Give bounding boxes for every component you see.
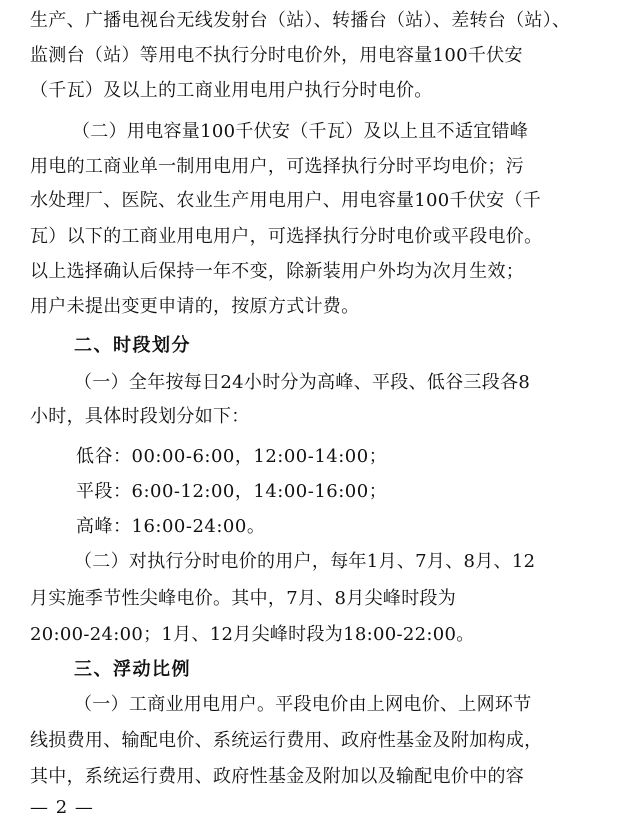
time-row-valley: 低谷：00:00-6:00，12:00-14:00； (76, 446, 388, 467)
paragraph-line-16: 线损费用、输配电价、系统运行费用、政府性基金及附加构成， (30, 730, 543, 751)
section-heading-floating-ratio: 三、浮动比例 (74, 659, 191, 680)
paragraph-line-4: （二）用电容量100千伏安（千瓦）及以上且不适宜错峰 (72, 121, 529, 142)
time-row-flat: 平段：6:00-12:00，14:00-16:00； (76, 481, 388, 502)
section-heading-time-periods: 二、时段划分 (74, 335, 191, 356)
paragraph-line-12: （二）对执行分时电价的用户，每年1月、7月、8月、12 (74, 551, 536, 572)
paragraph-line-15: （一）工商业用电用户。平段电价由上网电价、上网环节 (74, 694, 532, 715)
paragraph-line-11: 小时，具体时段划分如下： (30, 406, 250, 427)
paragraph-line-3: （千瓦）及以上的工商业用电用户执行分时电价。 (30, 80, 433, 101)
paragraph-line-1: 生产、广播电视台无线发射台（站）、转播台（站）、差转台（站）、 (30, 10, 571, 31)
paragraph-line-17: 其中，系统运行费用、政府性基金及附加以及输配电价中的容 (30, 766, 525, 787)
paragraph-line-8: 以上选择确认后保持一年不变，除新装用户外均为次月生效； (30, 261, 525, 282)
paragraph-line-6: 水处理厂、医院、农业生产用电用户、用电容量100千伏安（千 (30, 190, 542, 211)
paragraph-line-10: （一）全年按每日24小时分为高峰、平段、低谷三段各8 (74, 372, 531, 393)
paragraph-line-2: 监测台（站）等用电不执行分时电价外，用电容量100千伏安 (30, 45, 523, 66)
paragraph-line-14: 20:00-24:00；1月、12月尖峰时段为18:00-22:00。 (30, 624, 475, 645)
page-number: — 2 — (30, 797, 94, 818)
time-row-peak: 高峰：16:00-24:00。 (76, 516, 266, 537)
paragraph-line-13: 月实施季节性尖峰电价。其中，7月、8月尖峰时段为 (30, 588, 457, 609)
paragraph-line-7: 瓦）以下的工商业用电用户，可选择执行分时电价或平段电价。 (30, 226, 543, 247)
paragraph-line-9: 用户未提出变更申请的，按原方式计费。 (30, 296, 360, 317)
paragraph-line-5: 用电的工商业单一制用电用户，可选择执行分时平均电价；污 (30, 156, 525, 177)
